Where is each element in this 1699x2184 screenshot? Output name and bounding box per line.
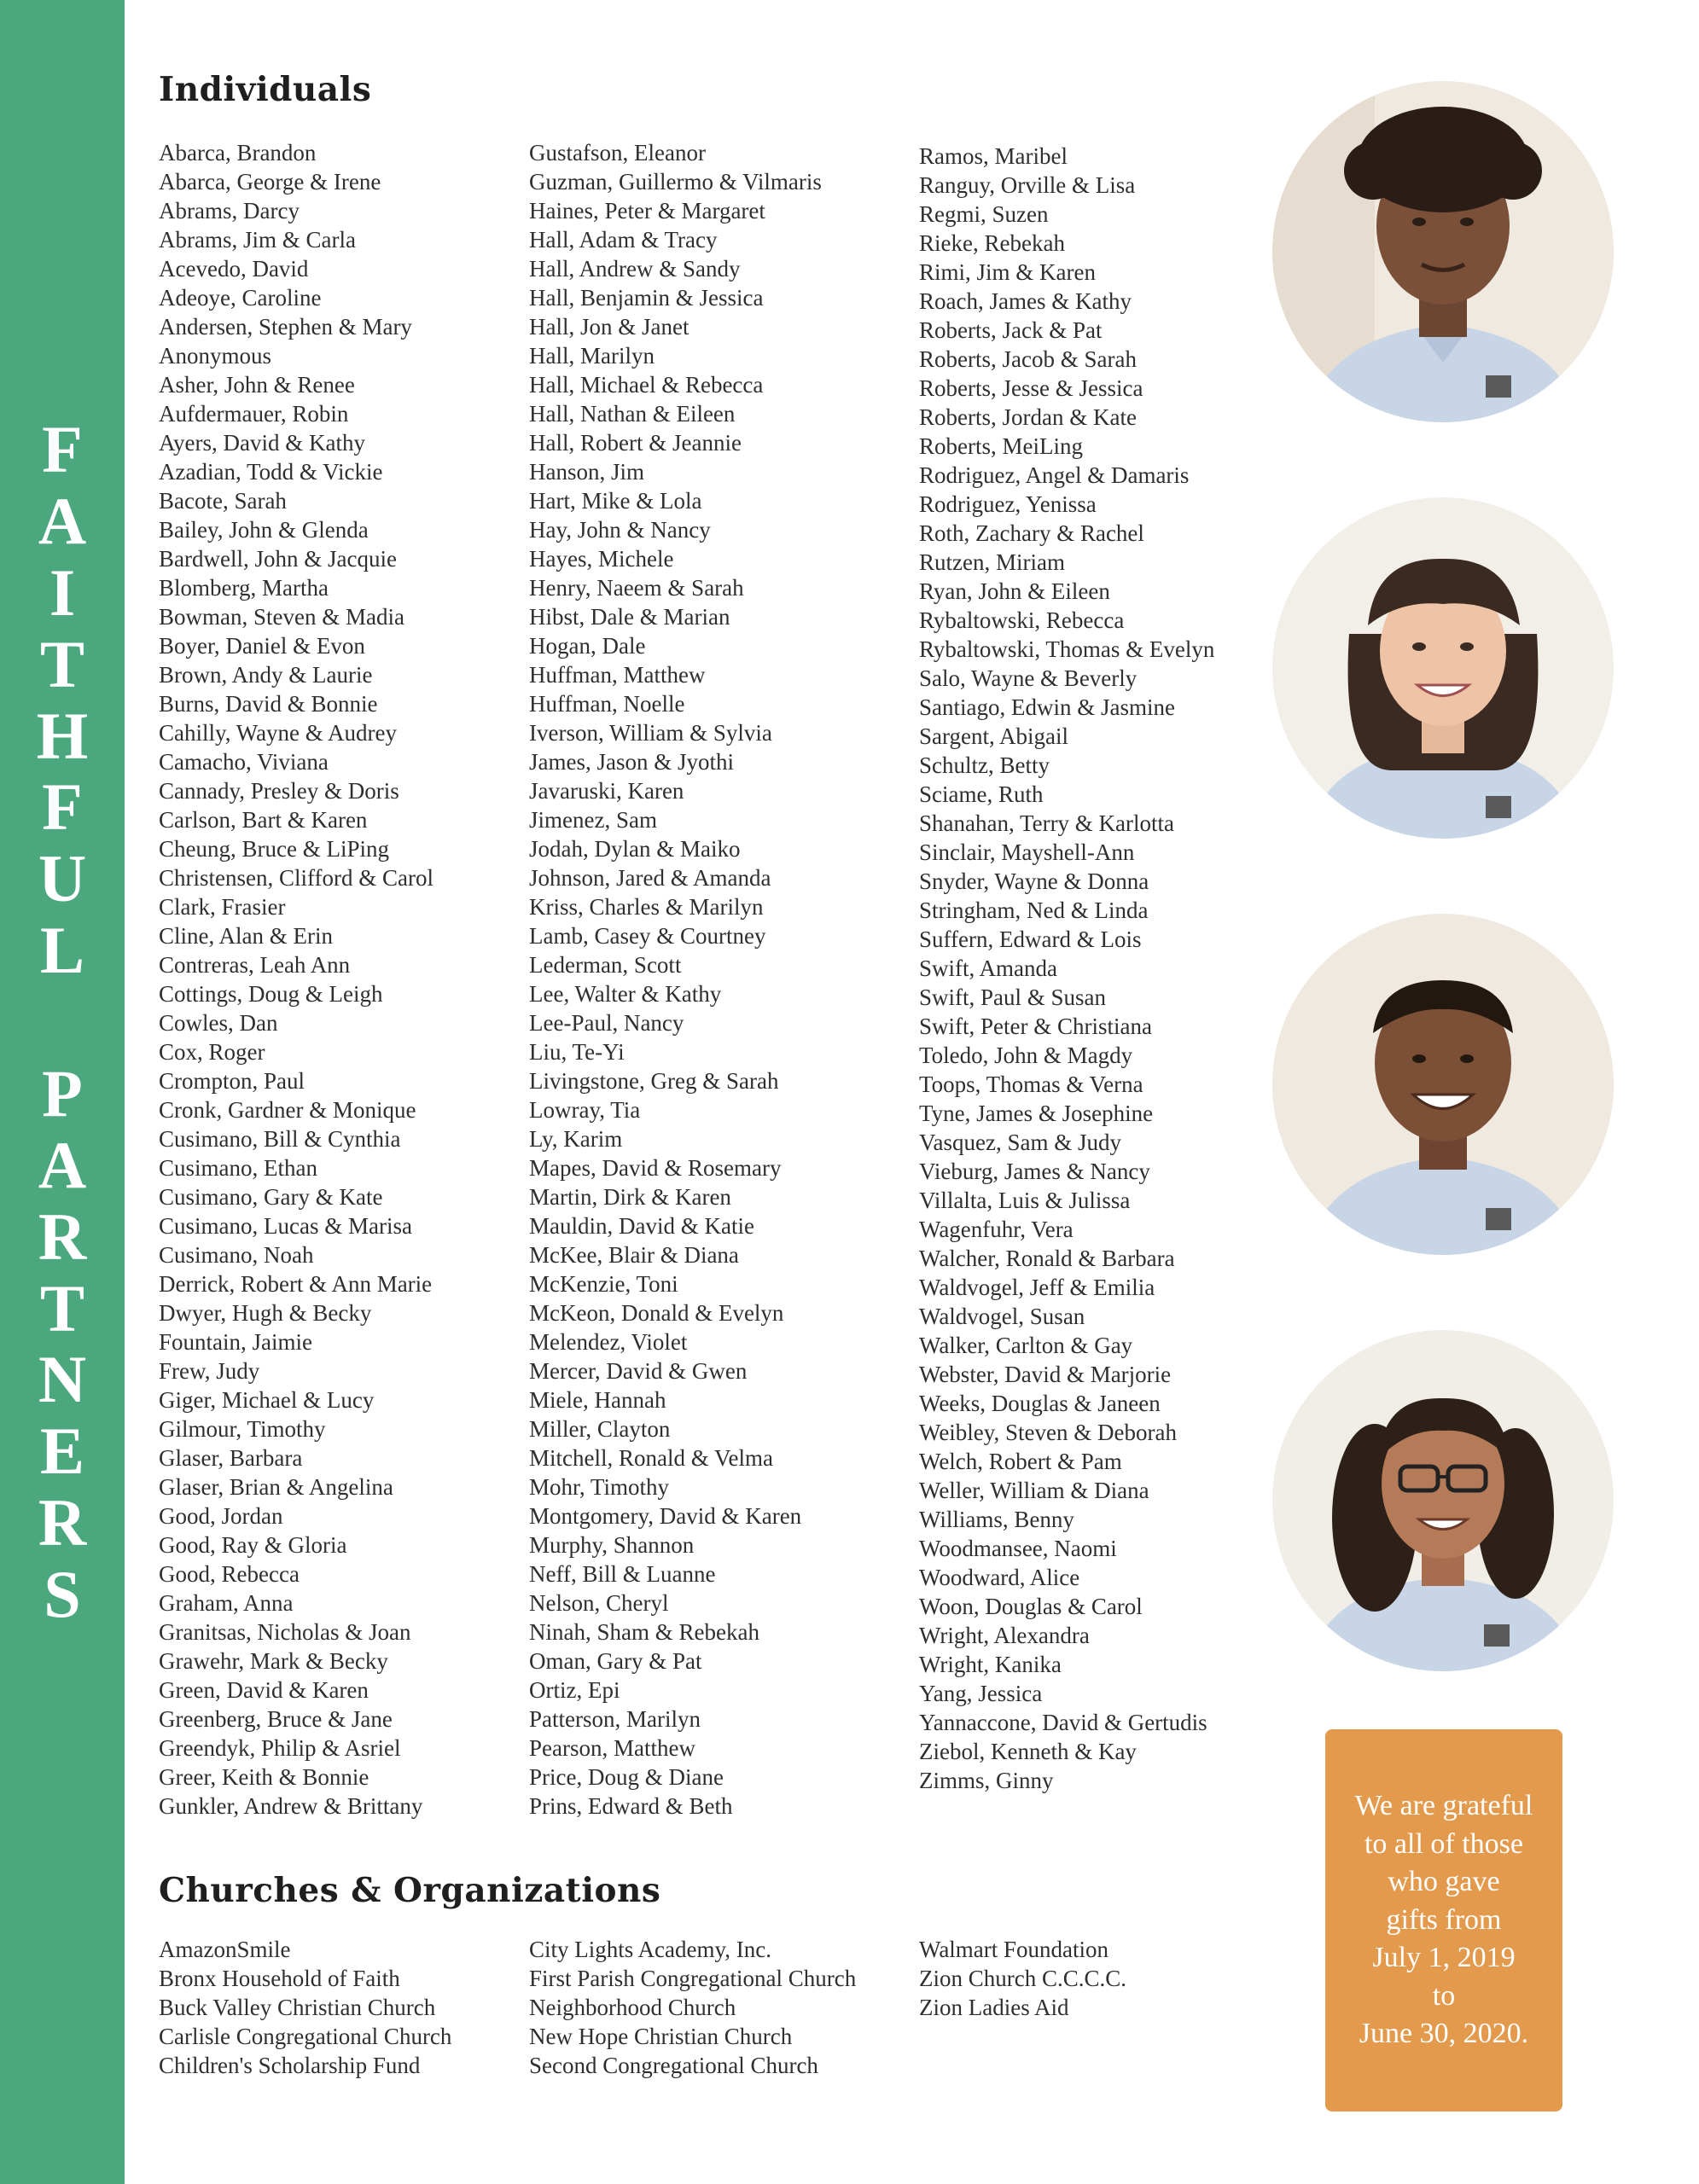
donor-name: Livingstone, Greg & Sarah — [529, 1068, 779, 1094]
organization-name: New Hope Christian Church — [529, 2024, 793, 2049]
organization-name: Buck Valley Christian Church — [159, 1995, 436, 2020]
donor-name: Bowman, Steven & Madia — [159, 604, 404, 630]
donor-name: Ninah, Sham & Rebekah — [529, 1619, 759, 1645]
donor-name: Hogan, Dale — [529, 633, 646, 659]
donor-name: Ly, Karim — [529, 1126, 623, 1152]
donor-name: Toledo, John & Magdy — [919, 1043, 1133, 1068]
donor-name: Bardwell, John & Jacquie — [159, 546, 397, 572]
donor-name: Graham, Anna — [159, 1590, 294, 1616]
organizations-column-2 — [529, 1935, 856, 2080]
donor-name: Schultz, Betty — [919, 752, 1050, 778]
student-photo-3 — [1272, 914, 1614, 1255]
donor-name: Adeoye, Caroline — [159, 285, 322, 311]
donor-name: Hall, Michael & Rebecca — [529, 372, 764, 398]
donor-name: Yang, Jessica — [919, 1681, 1043, 1706]
donor-name: McKee, Blair & Diana — [529, 1242, 739, 1268]
donor-name: Javaruski, Karen — [529, 778, 684, 804]
donor-name: Swift, Peter & Christiana — [919, 1014, 1152, 1039]
donor-name: Cusimano, Gary & Kate — [159, 1184, 383, 1210]
donor-name: Hibst, Dale & Marian — [529, 604, 730, 630]
faithful-partners-title — [0, 412, 125, 1631]
title-letter: R — [38, 1485, 87, 1560]
donor-name: Hall, Nathan & Eileen — [529, 401, 736, 427]
donor-name: Bacote, Sarah — [159, 488, 287, 514]
donor-name: Lowray, Tia — [529, 1097, 641, 1123]
donor-name: Rodriguez, Yenissa — [919, 491, 1097, 517]
donor-name: Gilmour, Timothy — [159, 1416, 326, 1442]
donor-name: Vasquez, Sam & Judy — [919, 1130, 1121, 1155]
donor-name: Ryan, John & Eileen — [919, 578, 1110, 604]
donor-name: Lee-Paul, Nancy — [529, 1010, 684, 1036]
title-letter: F — [42, 412, 83, 486]
donor-name: McKeon, Donald & Evelyn — [529, 1300, 784, 1326]
donor-name: Liu, Te-Yi — [529, 1039, 625, 1065]
donor-name: Sinclair, Mayshell-Ann — [919, 839, 1135, 865]
donor-name: Rodriguez, Angel & Damaris — [919, 462, 1190, 488]
donor-name: McKenzie, Toni — [529, 1271, 678, 1297]
donor-name: Mercer, David & Gwen — [529, 1358, 748, 1384]
title-letter: N — [38, 1342, 87, 1417]
donor-name: Miller, Clayton — [529, 1416, 671, 1442]
donor-name: Camacho, Viviana — [159, 749, 329, 775]
donor-name: Carlson, Bart & Karen — [159, 807, 368, 833]
donor-name: Ortiz, Epi — [529, 1677, 620, 1703]
donor-name: Cusimano, Noah — [159, 1242, 314, 1268]
title-letter: S — [44, 1557, 81, 1631]
donor-name: Sciame, Ruth — [919, 781, 1044, 807]
donor-name: Abrams, Darcy — [159, 198, 300, 224]
donor-name: Bailey, John & Glenda — [159, 517, 369, 543]
donor-name: Patterson, Marilyn — [529, 1706, 701, 1732]
donor-name: Zimms, Ginny — [919, 1768, 1054, 1793]
student-photo-2 — [1272, 497, 1614, 839]
title-letter: F — [42, 770, 83, 845]
donor-name: Hall, Andrew & Sandy — [529, 256, 741, 282]
donor-name: Hall, Adam & Tracy — [529, 227, 718, 253]
donor-name: Waldvogel, Susan — [919, 1304, 1085, 1329]
donor-name: Huffman, Noelle — [529, 691, 685, 717]
donor-name: Huffman, Matthew — [529, 662, 706, 688]
donor-name: Glaser, Brian & Angelina — [159, 1474, 393, 1500]
donor-name: Acevedo, David — [159, 256, 309, 282]
donor-name: Mohr, Timothy — [529, 1474, 669, 1500]
title-letter: P — [42, 1055, 83, 1130]
donor-name: Jimenez, Sam — [529, 807, 657, 833]
donor-name: Johnson, Jared & Amanda — [529, 865, 771, 891]
donor-name: Cronk, Gardner & Monique — [159, 1097, 416, 1123]
donor-name: Good, Rebecca — [159, 1561, 300, 1587]
donor-name: Regmi, Suzen — [919, 201, 1049, 227]
donor-name: Cox, Roger — [159, 1039, 265, 1065]
donor-name: Rybaltowski, Thomas & Evelyn — [919, 636, 1215, 662]
donor-name: Wright, Alexandra — [919, 1623, 1090, 1648]
donor-name: Roach, James & Kathy — [919, 288, 1132, 314]
donor-name: Hayes, Michele — [529, 546, 674, 572]
donor-name: Roberts, Jesse & Jessica — [919, 375, 1143, 401]
donor-name: Webster, David & Marjorie — [919, 1362, 1172, 1387]
donor-name: Roth, Zachary & Rachel — [919, 520, 1144, 546]
donor-name: Crompton, Paul — [159, 1068, 305, 1094]
organization-name: City Lights Academy, Inc. — [529, 1937, 771, 1962]
donor-name: Welch, Robert & Pam — [919, 1449, 1122, 1474]
donor-name: Weeks, Douglas & Janeen — [919, 1391, 1161, 1416]
title-letter: I — [49, 555, 76, 630]
donor-name: Wright, Kanika — [919, 1652, 1062, 1677]
donor-name: Abrams, Jim & Carla — [159, 227, 356, 253]
donor-name: Suffern, Edward & Lois — [919, 926, 1142, 952]
donor-name: Green, David & Karen — [159, 1677, 369, 1703]
organization-name: Zion Church C.C.C.C. — [919, 1966, 1127, 1991]
donor-name: Cusimano, Bill & Cynthia — [159, 1126, 401, 1152]
thanks-note — [1325, 1729, 1562, 2111]
donor-name: Roberts, Jack & Pat — [919, 317, 1103, 343]
donor-name: James, Jason & Jyothi — [529, 749, 734, 775]
title-letter: T — [39, 626, 85, 701]
donor-name: Cusimano, Ethan — [159, 1155, 317, 1181]
donor-name: Rimi, Jim & Karen — [919, 259, 1096, 285]
donor-name: Dwyer, Hugh & Becky — [159, 1300, 372, 1326]
donor-name: Oman, Gary & Pat — [529, 1648, 702, 1674]
donor-name: Iverson, William & Sylvia — [529, 720, 772, 746]
donor-name: Cusimano, Lucas & Marisa — [159, 1213, 412, 1239]
organization-name: Children's Scholarship Fund — [159, 2053, 421, 2078]
donor-name: Woodward, Alice — [919, 1565, 1080, 1590]
donor-name: Giger, Michael & Lucy — [159, 1387, 375, 1413]
individuals-column-1 — [159, 138, 433, 1821]
donor-name: Cahilly, Wayne & Audrey — [159, 720, 398, 746]
donor-name: Burns, David & Bonnie — [159, 691, 378, 717]
donor-name: Lamb, Casey & Courtney — [529, 923, 766, 949]
organization-name: Second Congregational Church — [529, 2053, 818, 2078]
donor-name: Andersen, Stephen & Mary — [159, 314, 412, 340]
individuals-column-3 — [919, 142, 1214, 1795]
donor-name: Salo, Wayne & Beverly — [919, 665, 1138, 691]
donor-name: Stringham, Ned & Linda — [919, 897, 1149, 923]
donor-name: Prins, Edward & Beth — [529, 1793, 733, 1819]
donor-name: Granitsas, Nicholas & Joan — [159, 1619, 411, 1645]
donor-name: Rutzen, Miriam — [919, 549, 1065, 575]
donor-name: Roberts, MeiLing — [919, 433, 1083, 459]
donor-name: Blomberg, Martha — [159, 575, 329, 601]
donor-name: Aufdermauer, Robin — [159, 401, 349, 427]
donor-name: Greenberg, Bruce & Jane — [159, 1706, 393, 1732]
donor-name: Guzman, Guillermo & Vilmaris — [529, 169, 822, 195]
title-letter: T — [39, 1270, 85, 1345]
donor-name: Woon, Douglas & Carol — [919, 1594, 1143, 1619]
churches-organizations-heading: Churches & Organizations — [159, 1871, 661, 1910]
title-letter: R — [38, 1199, 87, 1274]
donor-name: Melendez, Violet — [529, 1329, 688, 1355]
donor-name: Roberts, Jordan & Kate — [919, 404, 1137, 430]
donor-name: Abarca, George & Irene — [159, 169, 381, 195]
donor-name: Hall, Marilyn — [529, 343, 655, 369]
title-letter: U — [38, 841, 87, 916]
donor-name: Miele, Hannah — [529, 1387, 666, 1413]
organization-name: Bronx Household of Faith — [159, 1966, 400, 1991]
donor-name: Waldvogel, Jeff & Emilia — [919, 1275, 1155, 1300]
donor-name: Rieke, Rebekah — [919, 230, 1065, 256]
donor-name: Ziebol, Kenneth & Kay — [919, 1739, 1137, 1764]
individuals-heading: Individuals — [159, 70, 372, 109]
donor-name: Hanson, Jim — [529, 459, 644, 485]
donor-name: Contreras, Leah Ann — [159, 952, 351, 978]
donor-name: Mitchell, Ronald & Velma — [529, 1445, 773, 1471]
donor-name: Hall, Benjamin & Jessica — [529, 285, 764, 311]
donor-name: Gustafson, Eleanor — [529, 140, 706, 166]
donor-name: Sargent, Abigail — [919, 723, 1068, 749]
student-photo-1 — [1272, 81, 1614, 422]
donor-name: Fountain, Jaimie — [159, 1329, 312, 1355]
donor-name: Haines, Peter & Margaret — [529, 198, 765, 224]
donor-name: Hay, John & Nancy — [529, 517, 711, 543]
donor-name: Snyder, Wayne & Donna — [919, 868, 1149, 894]
donor-name: Price, Doug & Diane — [529, 1764, 724, 1790]
donor-name: Villalta, Luis & Julissa — [919, 1188, 1131, 1213]
organizations-column-3 — [919, 1935, 1126, 2022]
donor-name: Murphy, Shannon — [529, 1532, 695, 1558]
title-letter: L — [39, 913, 85, 988]
donor-name: Hall, Robert & Jeannie — [529, 430, 742, 456]
donor-name: Good, Ray & Gloria — [159, 1532, 347, 1558]
organizations-column-1 — [159, 1935, 451, 2080]
donor-name: Cowles, Dan — [159, 1010, 278, 1036]
donor-name: Greer, Keith & Bonnie — [159, 1764, 369, 1790]
donor-name: Henry, Naeem & Sarah — [529, 575, 744, 601]
donor-name: Cline, Alan & Erin — [159, 923, 333, 949]
donor-name: Lee, Walter & Kathy — [529, 981, 722, 1007]
donor-name: Jodah, Dylan & Maiko — [529, 836, 741, 862]
donor-name: Tyne, James & Josephine — [919, 1101, 1154, 1126]
donor-name: Toops, Thomas & Verna — [919, 1072, 1143, 1097]
donor-name: Montgomery, David & Karen — [529, 1503, 802, 1529]
donor-name: Weibley, Steven & Deborah — [919, 1420, 1177, 1445]
donor-name: Neff, Bill & Luanne — [529, 1561, 716, 1587]
donor-name: Glaser, Barbara — [159, 1445, 303, 1471]
thanks-note-text: We are grateful to all of those who gave gifts from July 1, 2019 to June 30, 2020. — [1354, 1790, 1533, 2050]
donor-name: Good, Jordan — [159, 1503, 283, 1529]
donor-name: Derrick, Robert & Ann Marie — [159, 1271, 433, 1297]
donor-name: Williams, Benny — [919, 1507, 1074, 1532]
donor-name: Gunkler, Andrew & Brittany — [159, 1793, 423, 1819]
individuals-column-2 — [529, 138, 822, 1821]
organization-name: Zion Ladies Aid — [919, 1995, 1069, 2020]
organization-name: Carlisle Congregational Church — [159, 2024, 452, 2049]
donor-name: Abarca, Brandon — [159, 140, 317, 166]
donor-name: Martin, Dirk & Karen — [529, 1184, 731, 1210]
donor-name: Ramos, Maribel — [919, 143, 1068, 169]
title-letter: E — [39, 1414, 85, 1489]
donor-name: Mapes, David & Rosemary — [529, 1155, 782, 1181]
donor-name: Lederman, Scott — [529, 952, 682, 978]
organization-name: Walmart Foundation — [919, 1937, 1109, 1962]
donor-name: Woodmansee, Naomi — [919, 1536, 1117, 1561]
donor-name: Grawehr, Mark & Becky — [159, 1648, 388, 1674]
donor-name: Anonymous — [159, 343, 272, 369]
donor-name: Vieburg, James & Nancy — [919, 1159, 1150, 1184]
donor-name: Ayers, David & Kathy — [159, 430, 365, 456]
donor-name: Swift, Amanda — [919, 956, 1057, 981]
donor-name: Greendyk, Philip & Asriel — [159, 1735, 401, 1761]
donor-name: Yannaccone, David & Gertudis — [919, 1710, 1207, 1735]
donor-name: Roberts, Jacob & Sarah — [919, 346, 1137, 372]
student-photo-4 — [1272, 1330, 1614, 1671]
organization-name: First Parish Congregational Church — [529, 1966, 857, 1991]
donor-name: Santiago, Edwin & Jasmine — [919, 694, 1175, 720]
donor-name: Hart, Mike & Lola — [529, 488, 702, 514]
donor-name: Clark, Frasier — [159, 894, 286, 920]
organization-name: AmazonSmile — [159, 1937, 291, 1962]
donor-name: Mauldin, David & Katie — [529, 1213, 754, 1239]
donor-name: Frew, Judy — [159, 1358, 260, 1384]
donor-name: Christensen, Clifford & Carol — [159, 865, 433, 891]
donor-name: Kriss, Charles & Marilyn — [529, 894, 764, 920]
donor-name: Azadian, Todd & Vickie — [159, 459, 383, 485]
title-letter: A — [38, 1127, 87, 1202]
donor-name: Asher, John & Renee — [159, 372, 355, 398]
title-letter: A — [38, 483, 87, 558]
donor-name: Weller, William & Diana — [919, 1478, 1149, 1503]
donor-name: Cottings, Doug & Leigh — [159, 981, 383, 1007]
donor-name: Shanahan, Terry & Karlotta — [919, 810, 1175, 836]
organization-name: Neighborhood Church — [529, 1995, 736, 2020]
donor-name: Swift, Paul & Susan — [919, 985, 1107, 1010]
title-letter: H — [36, 698, 89, 773]
donor-name: Walcher, Ronald & Barbara — [919, 1246, 1175, 1271]
donor-name: Ranguy, Orville & Lisa — [919, 172, 1136, 198]
donor-name: Walker, Carlton & Gay — [919, 1333, 1133, 1358]
donor-name: Pearson, Matthew — [529, 1735, 695, 1761]
donor-name: Brown, Andy & Laurie — [159, 662, 373, 688]
donor-name: Wagenfuhr, Vera — [919, 1217, 1074, 1242]
donor-name: Rybaltowski, Rebecca — [919, 607, 1125, 633]
donor-name: Cannady, Presley & Doris — [159, 778, 399, 804]
donor-name: Hall, Jon & Janet — [529, 314, 689, 340]
donor-name: Boyer, Daniel & Evon — [159, 633, 365, 659]
donor-name: Cheung, Bruce & LiPing — [159, 836, 389, 862]
donor-name: Nelson, Cheryl — [529, 1590, 669, 1616]
